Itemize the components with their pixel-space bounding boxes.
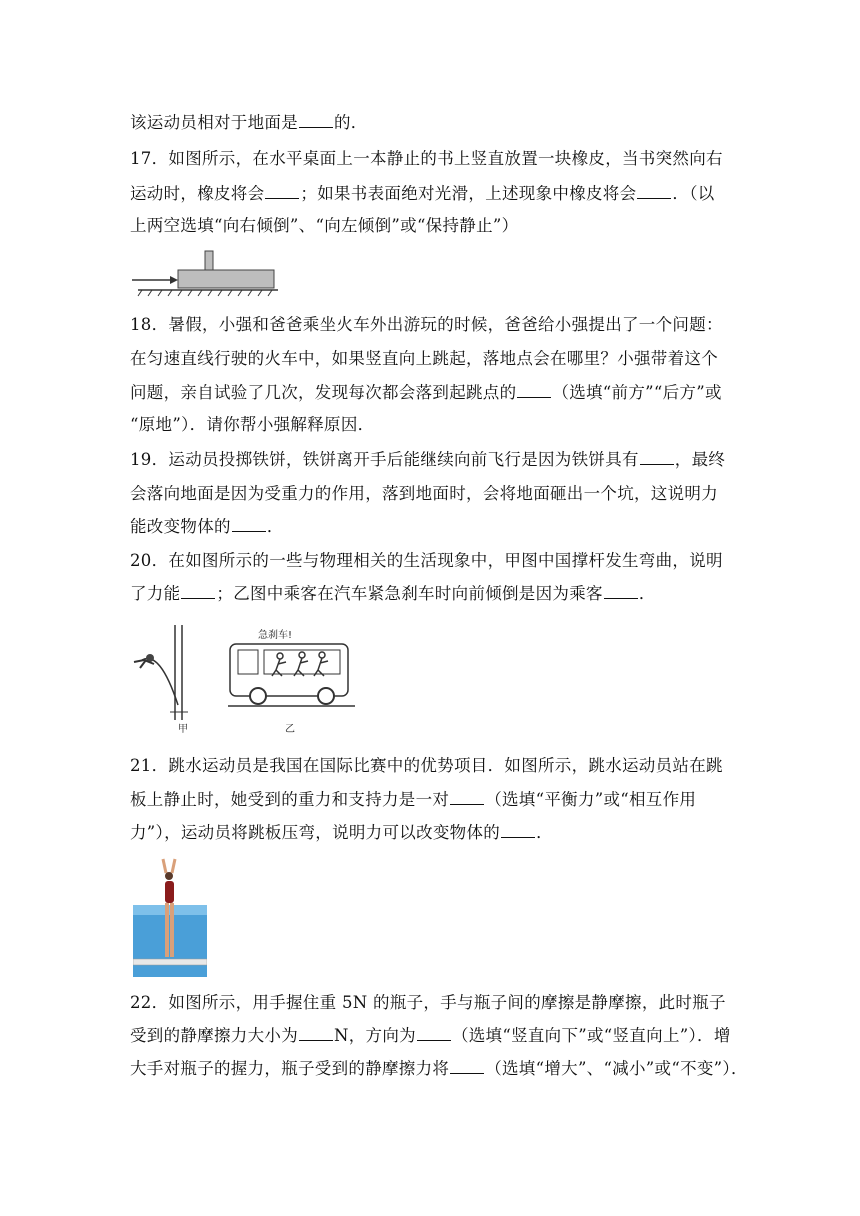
q17-line-2: 运动时，橡皮将会 ；如果书表面绝对光滑，上述现象中橡皮将会 ．（以 xyxy=(130,184,715,203)
answer-blank xyxy=(265,184,299,199)
answer-blank xyxy=(181,584,215,599)
q21-line-1: 21．跳水运动员是我国在国际比赛中的优势项目．如图所示，跳水运动员站在跳 xyxy=(130,756,723,775)
answer-blank xyxy=(640,450,674,465)
answer-blank xyxy=(417,1026,451,1041)
answer-blank xyxy=(299,113,333,128)
q20-line-2: 了力能 ；乙图中乘客在汽车紧急刹车时向前倾倒是因为乘客 ． xyxy=(130,584,656,603)
q20-line-1: 20．在如图所示的一些与物理相关的生活现象中，甲图中国撑杆发生弯曲，说明 xyxy=(130,551,723,570)
diver-photo xyxy=(133,855,207,977)
q19-line-3: 能改变物体的 ． xyxy=(130,517,284,536)
figure-label-yi: 乙 xyxy=(285,724,295,735)
figure-label-jia: 甲 xyxy=(178,724,188,735)
q17-line-3: 上两空选填“向右倾倒”、“向左倾倒”或“保持静止”） xyxy=(130,216,519,235)
answer-blank xyxy=(604,584,638,599)
q16-tail-line: 该运动员相对于地面是 的． xyxy=(130,113,368,132)
q22-line-2: 受到的静摩擦力大小为 N，方向为 （选填“竖直向下”或“竖直向上”）．增 xyxy=(130,1026,731,1045)
book xyxy=(178,270,274,288)
table-hatching xyxy=(138,290,272,296)
q18-line-1: 18．暑假，小强和爸爸乘坐火车外出游玩的时候，爸爸给小强提出了一个问题： xyxy=(130,315,723,334)
answer-blank xyxy=(450,1059,484,1074)
q18-line-4: “原地”）．请你帮小强解释原因． xyxy=(130,415,375,434)
q21-line-3: 力”），运动员将跳板压弯，说明力可以改变物体的 ． xyxy=(130,823,553,842)
q22-line-1: 22．如图所示，用手握住重 5N 的瓶子，手与瓶子间的摩擦是静摩擦，此时瓶子 xyxy=(130,993,726,1012)
q19-line-1: 19．运动员投掷铁饼，铁饼离开手后能继续向前飞行是因为铁饼具有 ，最终 xyxy=(130,450,726,469)
q18-line-3: 问题，亲自试验了几次，发现每次都会落到起跳点的 （选填“前方”“后方”或 xyxy=(130,383,722,402)
pole-vault-figure xyxy=(134,625,188,735)
bus-sign-text: 急刹车! xyxy=(258,630,293,641)
pole-vault-bus-figure xyxy=(130,620,360,735)
bent-pole xyxy=(142,658,178,705)
q19-line-2: 会落向地面是因为受重力的作用，落到地面时，会将地面砸出一个坑，这说明力 xyxy=(130,484,718,503)
bus-figure xyxy=(228,628,355,735)
answer-blank xyxy=(299,1026,333,1041)
wheel-rear xyxy=(318,688,334,704)
answer-blank xyxy=(232,517,266,532)
q17-line-1: 17．如图所示，在水平桌面上一本静止的书上竖直放置一块橡皮，当书突然向右 xyxy=(130,149,723,168)
answer-blank xyxy=(501,823,535,838)
eraser xyxy=(205,251,213,270)
answer-blank xyxy=(637,184,671,199)
arrow-head xyxy=(170,276,178,284)
q18-line-2: 在匀速直线行驶的火车中，如果竖直向上跳起，落地点会在哪里？小强带着这个 xyxy=(130,349,718,368)
answer-blank xyxy=(450,790,484,805)
q22-line-3: 大手对瓶子的握力，瓶子受到的静摩擦力将 （选填“增大”、“减小”或“不变”）． xyxy=(130,1059,748,1078)
book-eraser-figure xyxy=(130,248,280,298)
diving-board xyxy=(133,959,207,965)
answer-blank xyxy=(517,383,551,398)
q21-line-2: 板上静止时，她受到的重力和支持力是一对 （选填“平衡力”或“相互作用 xyxy=(130,790,697,809)
wheel-front xyxy=(250,688,266,704)
